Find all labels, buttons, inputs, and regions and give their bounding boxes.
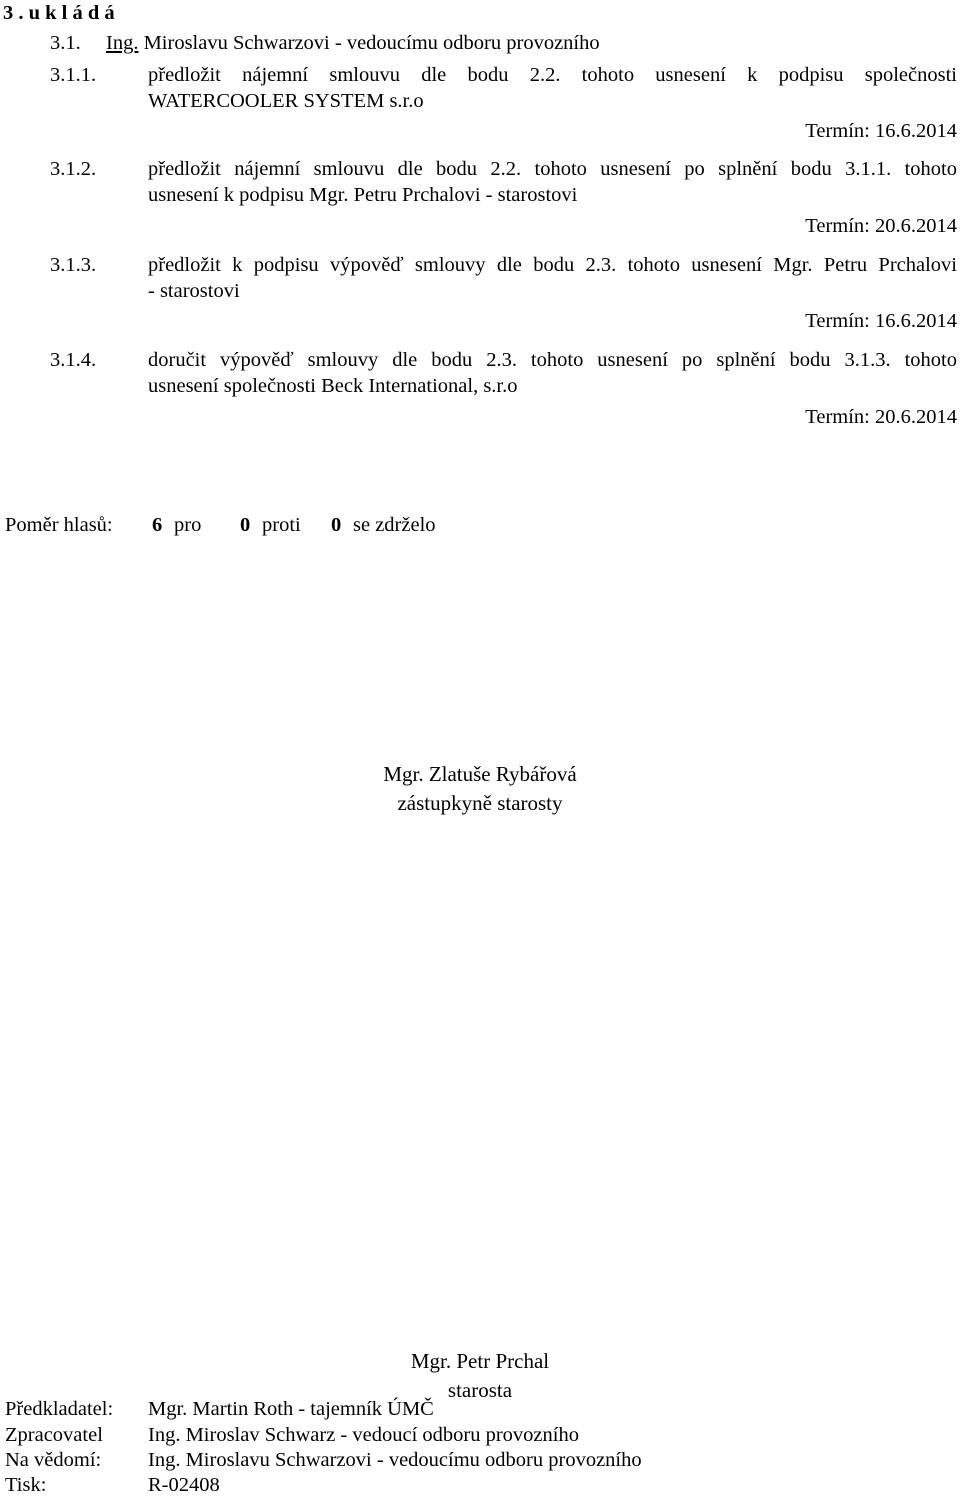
footer-label: Předkladatel: <box>5 1398 114 1420</box>
vote-proti-label: proti <box>262 514 301 536</box>
assignee-name: Miroslavu Schwarzovi - vedoucímu odboru provozního <box>138 32 600 54</box>
footer-label: Tisk: <box>5 1474 47 1496</box>
signatory-role: zástupkyně starosty <box>397 791 563 815</box>
footer-value: Ing. Miroslavu Schwarzovi - vedoucímu odboru provozního <box>148 1449 642 1471</box>
signatory-name: Mgr. Petr Prchal <box>410 1349 550 1373</box>
task-number: 3.1.3. <box>50 254 97 276</box>
task-text-line1: doručit výpověď smlouvy dle bodu 2.3. tohoto usnesení po splnění bodu 3.1.3. tohoto <box>148 349 957 371</box>
task-number: 3.1.4. <box>50 349 97 371</box>
task-text-line2: usnesení k podpisu Mgr. Petru Prchalovi - starostovi <box>148 184 578 206</box>
task-text-line2: - starostovi <box>148 280 240 302</box>
footer-label: Zpracovatel <box>5 1424 103 1446</box>
task-text-line2: WATERCOOLER SYSTEM s.r.o <box>148 90 424 112</box>
section-title: 3 . u k l á d á <box>3 2 115 24</box>
vote-zdrzelo-label: se zdrželo <box>353 514 436 536</box>
footer-label: Na vědomí: <box>5 1449 102 1471</box>
assignee-line <box>106 30 600 56</box>
footer-value: R-02408 <box>148 1474 220 1496</box>
footer-value: Mgr. Martin Roth - tajemník ÚMČ <box>148 1398 434 1420</box>
vote-pro-count: 6 <box>152 514 163 536</box>
task-deadline: Termín: 16.6.2014 <box>805 310 957 332</box>
footer-value: Ing. Miroslav Schwarz - vedoucí odboru provozního <box>148 1424 579 1446</box>
task-text-line2: usnesení společnosti Beck International, s.r.o <box>148 375 518 397</box>
task-deadline: Termín: 20.6.2014 <box>805 215 957 237</box>
signatory-role: starosta <box>447 1378 513 1402</box>
assignee-number: 3.1. <box>50 32 81 54</box>
vote-proti-count: 0 <box>240 514 251 536</box>
vote-pro-label: pro <box>174 514 202 536</box>
task-text-line1: předložit k podpisu výpověď smlouvy dle bodu 2.3. tohoto usnesení Mgr. Petru Prchalovi <box>148 254 957 276</box>
task-number: 3.1.1. <box>50 64 97 86</box>
vote-label: Poměr hlasů: <box>5 514 113 536</box>
signatory-name: Mgr. Zlatuše Rybářová <box>383 762 577 786</box>
vote-zdrzelo-count: 0 <box>331 514 342 536</box>
assignee-prefix: Ing. <box>106 32 139 54</box>
task-number: 3.1.2. <box>50 158 97 180</box>
task-text-line1: předložit nájemní smlouvu dle bodu 2.2. tohoto usnesení po splnění bodu 3.1.1. tohoto <box>148 158 957 180</box>
task-deadline: Termín: 16.6.2014 <box>805 120 957 142</box>
task-deadline: Termín: 20.6.2014 <box>805 406 957 428</box>
task-text-line1: předložit nájemní smlouvu dle bodu 2.2. tohoto usnesení k podpisu společnosti <box>148 64 957 86</box>
